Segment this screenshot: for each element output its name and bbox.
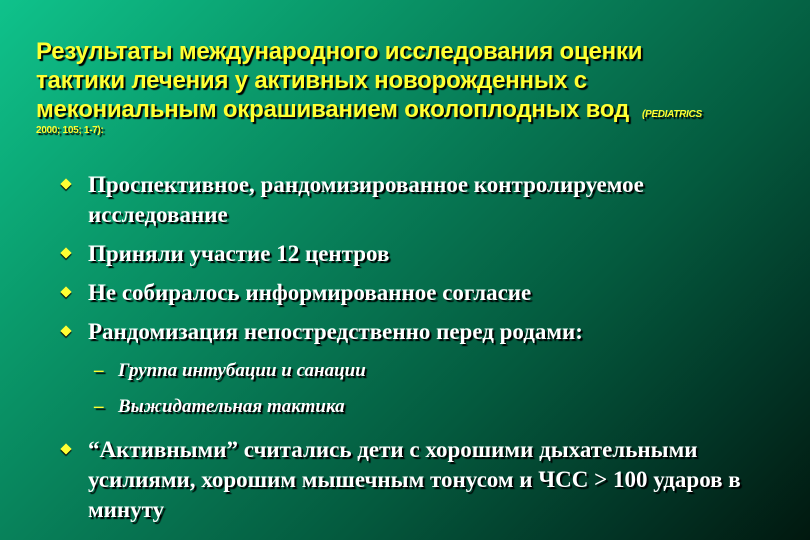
bullet-item xyxy=(60,170,780,230)
sub-item-text: Выжидательная тактика xyxy=(118,396,345,417)
dash-bullet-icon: – xyxy=(94,360,104,381)
diamond-bullet-icon xyxy=(60,443,71,454)
dash-bullet-icon: – xyxy=(94,396,104,417)
title-line-2: тактики лечения у активных новорожденных с xyxy=(36,67,587,94)
sub-item xyxy=(60,395,780,419)
bullet-item xyxy=(60,239,780,269)
title-line-3 xyxy=(36,95,786,124)
bullet-text: “Активными” считались дети с хорошими дыхательными усилиями, хорошим мышечным тонусом и ЧСС > 100 ударов в минуту xyxy=(88,437,741,522)
bullet-text: Не собиралось информированное согласие xyxy=(88,280,532,305)
bullet-item xyxy=(60,278,780,308)
title-line-3-text: мекониальным окрашиванием околоплодных вод xyxy=(36,96,630,123)
sub-item xyxy=(60,359,780,383)
diamond-bullet-icon xyxy=(60,325,71,336)
title-line-1: Результаты международного исследования оценки xyxy=(36,38,643,65)
diamond-bullet-icon xyxy=(60,286,71,297)
bullet-text: Рандомизация непостредственно перед родами: xyxy=(88,319,583,344)
bullet-item xyxy=(60,317,780,347)
sub-item-text: Группа интубации и санации xyxy=(118,360,366,381)
diamond-bullet-icon xyxy=(60,178,71,189)
bullet-item xyxy=(60,435,780,525)
source-citation: (PEDIATRICS xyxy=(641,109,702,120)
slide-content xyxy=(60,170,780,534)
slide-title xyxy=(36,37,786,137)
bullet-text: Проспективное, рандомизированное контролируемое исследование xyxy=(88,172,644,227)
diamond-bullet-icon xyxy=(60,247,71,258)
source-citation-line-2: 2000; 105; 1-7): xyxy=(36,125,104,136)
bullet-text: Приняли участие 12 центров xyxy=(88,241,390,266)
